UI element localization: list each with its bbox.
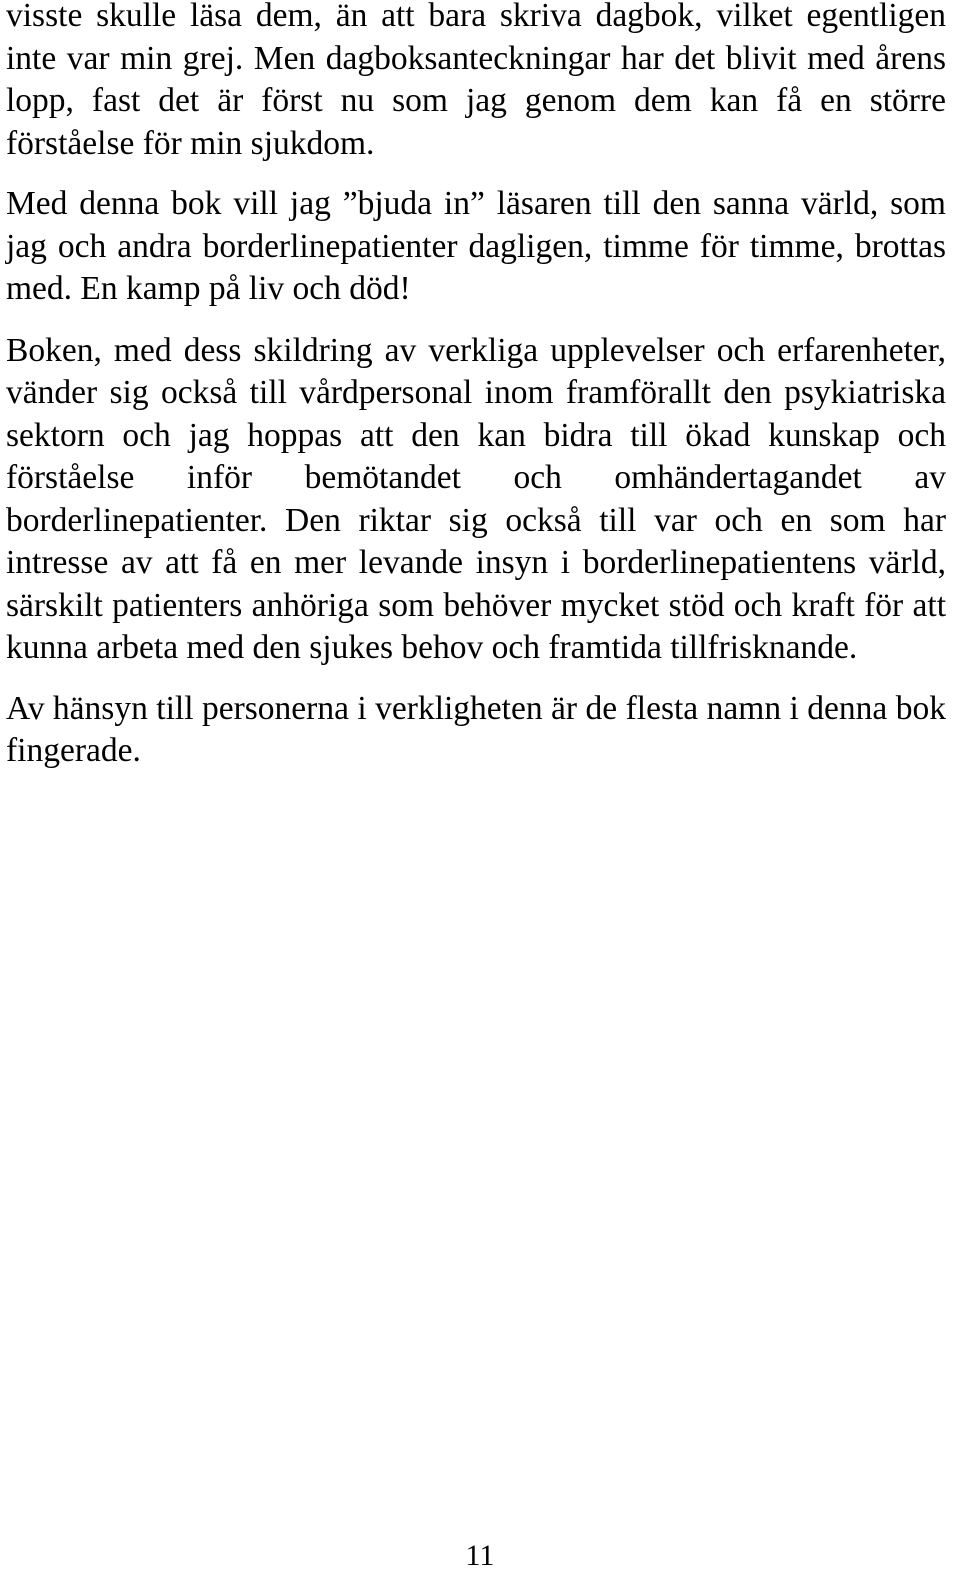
paragraph-names-note: Av hänsyn till personerna i verkligheten är de flesta namn i denna bok fingerade. — [6, 689, 946, 769]
paragraph-audience: Boken, med dess skildring av verkliga upplevelser och erfarenheter, vänder sig också till vårdpersonal inom framförallt den psykiatriska sektorn och jag hoppas att den kan bidra till ökad kunskap och förståelse inför bemötandet och omhändertagandet av borderlinepatienter. Den riktar sig också till var och en som har intresse av att få en mer levande insyn i borderlinepatientens värld, särskilt patienters anhöriga som behöver mycket stöd och kraft för att kunna arbeta med den sjukes behov och framtida tillfrisknande. — [6, 331, 946, 666]
paragraph-invitation: Med denna bok vill jag ”bjuda in” läsaren till den sanna värld, som jag och andra borderlinepatienter dagligen, timme för timme, brottas med. En kamp på liv och död! — [6, 185, 946, 307]
page-number: 11 — [465, 1539, 495, 1572]
document-page — [6, 0, 946, 773]
paragraph-diary-notes: visste skulle läsa dem, än att bara skriva dagbok, vilket egentligen inte var min grej. Men dagboksanteckningar har det blivit med årens lopp, fast det är först nu som jag genom dem kan få en större förståelse för min sjukdom. — [6, 0, 946, 162]
